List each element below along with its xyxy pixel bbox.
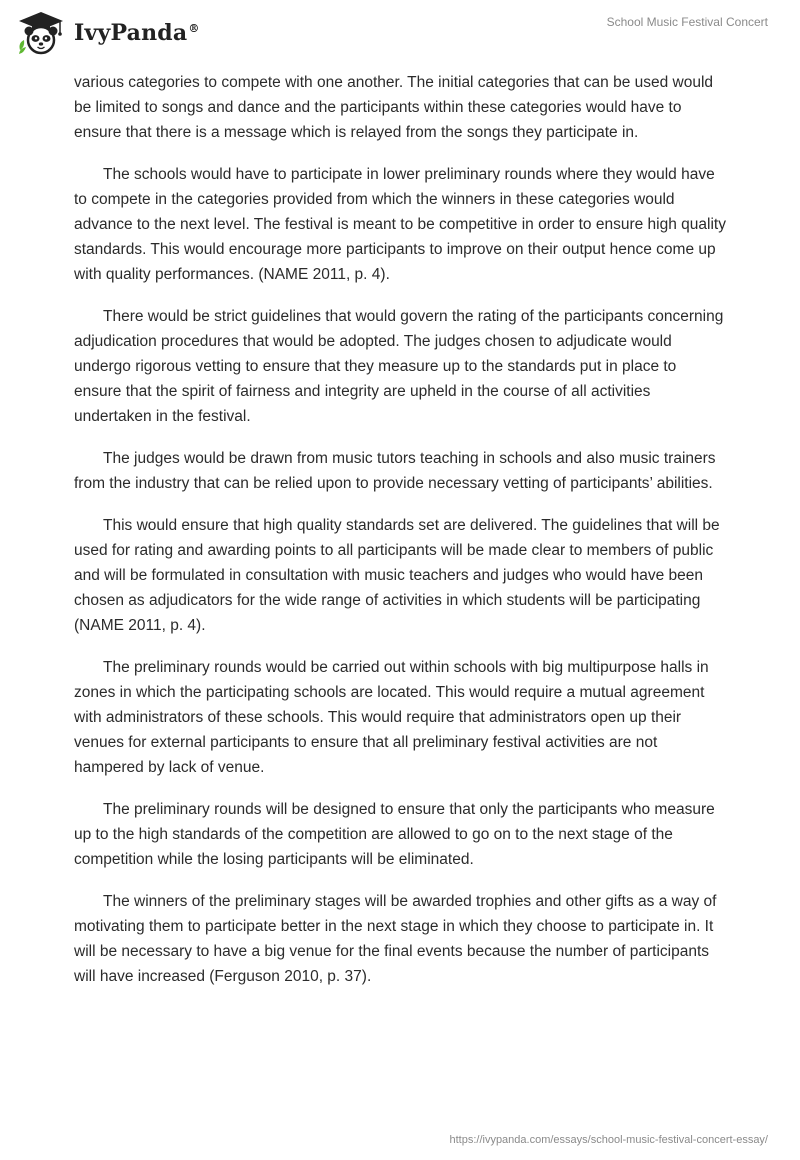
page-header <box>0 0 800 62</box>
brand-name: IvyPanda® <box>74 20 200 46</box>
essay-body <box>74 70 726 1006</box>
paragraph: various categories to compete with one another. The initial categories that can be used would be limited to songs and dance and the participants within these categories would have to ensure that there is a message which is relayed from the songs they participate in. <box>74 74 714 141</box>
panda-logo-icon <box>16 10 66 56</box>
brand-logo[interactable] <box>16 8 200 58</box>
paragraph: The preliminary rounds would be carried out within schools with big multipurpose halls in zones in which the participating schools are located. This would require a mutual agreement with administrators of these schools. This would require that administrators open up their venues for external participants to ensure that all preliminary festival activities are not hampered by lack of venue. <box>74 659 709 776</box>
source-url[interactable]: https://ivypanda.com/essays/school-music-festival-concert-essay/ <box>449 1134 768 1146</box>
paragraph: There would be strict guidelines that would govern the rating of the participants concerning adjudication procedures that would be adopted. The judges chosen to adjudicate would undergo rigorous vetting to ensure that they measure up to the standards put in place to ensure that the spirit of fairness and integrity are upheld in the course of all activities undertaken in the festival. <box>74 308 724 425</box>
paragraph: This would ensure that high quality standards set are delivered. The guidelines that will be used for rating and awarding points to all participants will be made clear to members of public and will be formulated in consultation with music teachers and judges who would have been chosen as adjudicators for the wide range of activities in which students will be participating (NAME 2011, p. 4). <box>74 517 720 634</box>
paragraph: The preliminary rounds will be designed to ensure that only the participants who measure up to the high standards of the competition are allowed to go on to the next stage of the competition while the losing participants will be eliminated. <box>74 801 715 868</box>
paragraph: The schools would have to participate in lower preliminary rounds where they would have to compete in the categories provided from which the winners in these categories would advance to the next level. The festival is meant to be competitive in order to ensure high quality standards. This would encourage more participants to improve on their output hence come up with quality performances. (NAME 2011, p. 4). <box>74 166 726 283</box>
paragraph: The judges would be drawn from music tutors teaching in schools and also music trainers from the industry that can be relied upon to provide necessary vetting of participants’ abilities. <box>74 450 716 492</box>
paragraph: The winners of the preliminary stages will be awarded trophies and other gifts as a way of motivating them to participate better in the next stage in which they choose to participate in. It will be necessary to have a big venue for the final events because the number of participants will have increased (Ferguson 2010, p. 37). <box>74 893 717 985</box>
document-title: School Music Festival Concert <box>606 15 768 29</box>
